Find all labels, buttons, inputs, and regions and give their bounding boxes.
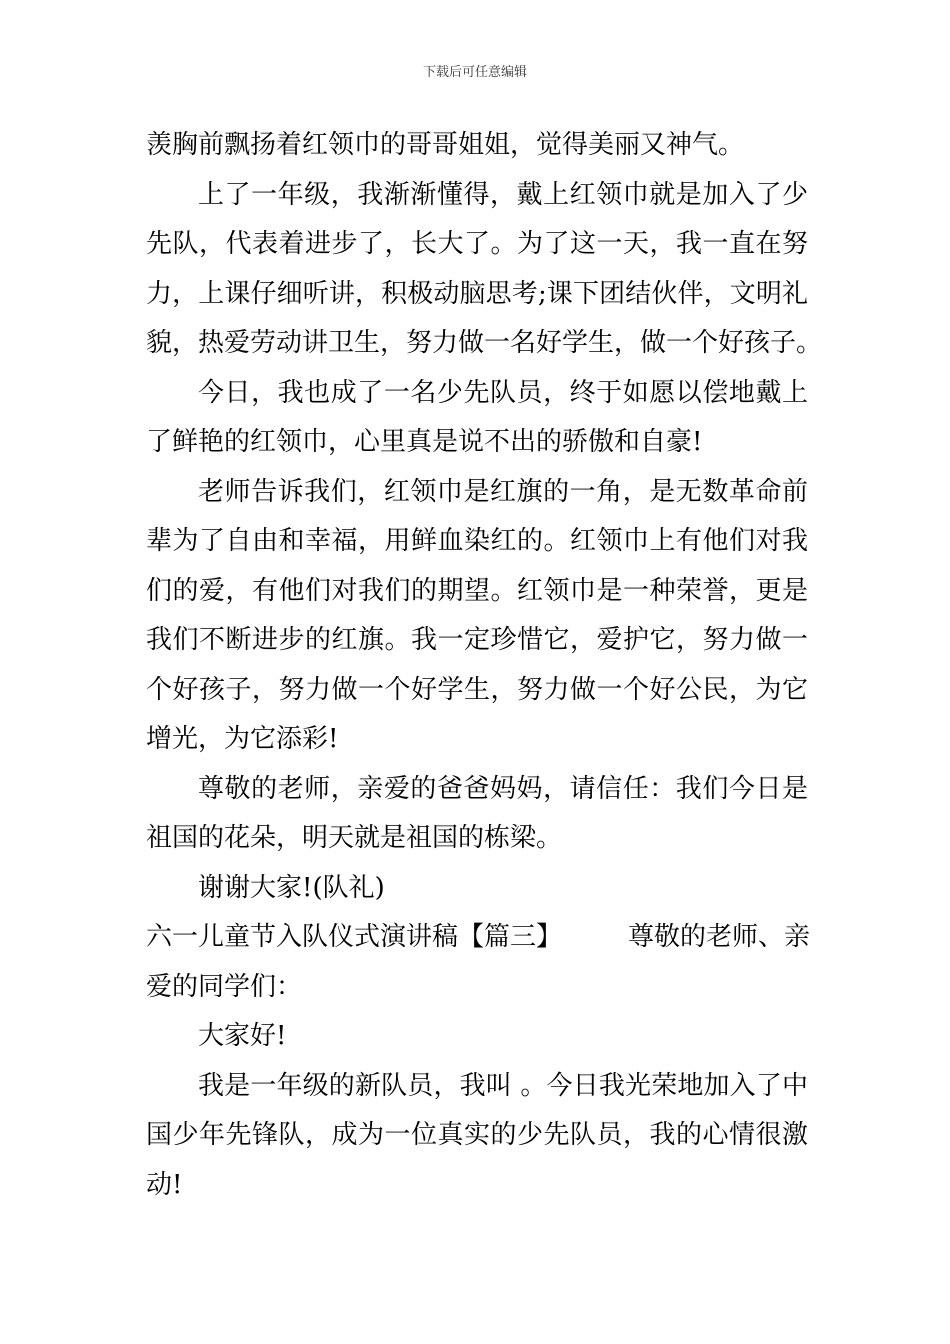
text-line: 谢谢大家!(队礼) [198,872,385,903]
text-line: 了鲜艳的红领巾，心里真是说不出的骄傲和自豪! [146,427,703,457]
text-line: 动! [146,1169,183,1200]
page-header-note: 下载后可任意编辑 [422,65,527,80]
text-line: 爱的同学们： [146,971,303,1002]
text-line: 辈为了自由和幸福，用鲜血染红的。红领巾上有他们对我 [146,526,808,556]
text-line: 羡胸前飘扬着红领巾的哥哥姐姐，觉得美丽又神气。 [146,130,745,160]
salutation-start: 尊敬的老师、亲 [628,922,811,952]
text-line: 祖国的花朵，明天就是祖国的栋梁。 [146,823,563,853]
text-line: 今日，我也成了一名少先队员，终于如愿以偿地戴上 [198,377,808,408]
text-line: 貌，热爱劳动讲卫生，努力做一名好学生，做一个好孩子。 [146,328,823,358]
text-line: 老师告诉我们，红领巾是红旗的一角，是无数革命前 [198,476,808,507]
text-line: 国少年先锋队，成为一位真实的少先队员，我的心情很激 [146,1120,808,1150]
heading-line [146,913,811,963]
text-line: 先队，代表着进步了，长大了。为了这一天，我一直在努 [146,229,808,259]
text-line: 上了一年级，我渐渐懂得，戴上红领巾就是加入了少 [198,179,808,210]
text-line: 们的爱，有他们对我们的期望。红领巾是一种荣誉，更是 [146,575,808,606]
section-heading: 六一儿童节入队仪式演讲稿【篇三】 [146,922,563,952]
text-line: 尊敬的老师，亲爱的爸爸妈妈，请信任：我们今日是 [198,773,808,804]
text-line: 大家好! [198,1021,287,1051]
text-line: 力，上课仔细听讲，积极动脑思考;课下团结伙伴，文明礼 [146,278,808,309]
text-line: 个好孩子，努力做一个好学生，努力做一个好公民，为它 [146,674,808,705]
text-line: 我们不断进步的红旗。我一定珍惜它，爱护它，努力做一 [146,625,808,655]
document-body [146,121,823,1210]
text-line: 增光，为它添彩! [146,724,339,754]
text-line: 我是一年级的新队员，我叫 。今日我光荣地加入了中 [198,1070,808,1101]
